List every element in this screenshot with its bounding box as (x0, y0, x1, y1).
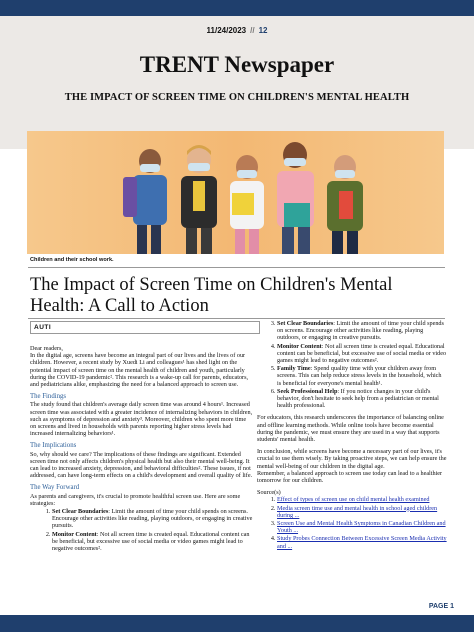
list-item (277, 535, 447, 549)
page-label: PAGE 1 (428, 603, 454, 610)
implications-paragraph: So, why should we care? The implications of these findings are significant. Extended screen time not only affects children's physical health but also their mental well-being. It can lead to increased anxiety, depression, and behavioral difficulties². These issues, if not addressed, can have long-term effects on a child's development and overall quality of life. (30, 450, 253, 480)
strategy-list-left (30, 508, 253, 552)
implications-heading: The Implications (30, 442, 77, 450)
list-item (52, 508, 253, 530)
source-link[interactable]: Effect of types of screen use on child mental health examined (277, 496, 430, 504)
photo-caption: Children and their school work. (30, 257, 114, 263)
strategy-text: : Limit the amount of time your child spends on screens. Encourage other activities like reading, playing outdoors, or engaging in creative pursuits. (277, 320, 444, 342)
main-headline: THE IMPACT OF SCREEN TIME ON CHILDREN'S MENTAL HEALTH (64, 92, 410, 103)
way-forward-intro: As parents and caregivers, it's crucial to promote healthful screen use. Here are some strategies: (30, 492, 241, 507)
header-band (0, 16, 474, 149)
way-forward-heading: The Way Forward (30, 484, 80, 492)
divider-title (28, 318, 445, 319)
source-link[interactable]: Screen Use and Mental Health Symptoms in Canadian Children and Youth ... (277, 520, 446, 535)
strategy-title: Set Clear Boundaries (52, 508, 109, 516)
strategy-list-right (257, 320, 447, 409)
list-item (277, 505, 447, 519)
conclusion-summary: In conclusion, while screens have become a necessary part of our lives, it's crucial to use them wisely. By taking proactive steps, we can help ensure the mental well-being of our children in the digital age. (257, 448, 447, 470)
issue-date: 11/24/2023 (206, 26, 247, 35)
conclusion-remember: Remember, a balanced approach to screen use today can lead to a healthier tomorrow for our children. (257, 469, 443, 485)
list-item (277, 520, 447, 534)
greeting: Dear readers, (30, 345, 63, 352)
strategy-title: Seek Professional Help (277, 387, 338, 395)
left-column (30, 345, 253, 553)
sources-list (257, 496, 447, 549)
conclusion-educators: For educators, this research underscores the importance of balancing online and offline learning methods. While online tools have become essential during the pandemic, we must ensure they are used in a way that supports students' mental health. (257, 414, 444, 444)
strategy-text: : Not all screen time is created equal. Educational content can be beneficial, but excessive use of social media or video games might lead to negative outcomes². (277, 342, 447, 365)
strategy-text: : Limit the amount of time your child spends on screens. Encourage other activities like reading, playing outdoors, or engaging in creative pursuits. (52, 508, 253, 530)
divider-top (28, 267, 445, 268)
children-photo-illustration (27, 131, 444, 254)
bottom-banner (0, 615, 474, 632)
right-column (257, 320, 447, 551)
masthead: TRENT Newspaper (139, 52, 335, 77)
dateline-separator: // (250, 26, 255, 35)
list-item (52, 531, 253, 553)
list-item (277, 343, 447, 365)
dateline (0, 26, 474, 35)
strategy-title: Monitor Content (277, 342, 322, 350)
list-item (277, 365, 447, 387)
intro-paragraph: In the digital age, screens have become an integral part of our lives and the lives of our children. However, a recent study by Xuedi Li and colleagues¹ has shed light on the potential impact of screen time on the mental health of children and youth, particularly during the COVID-19 pandemic². This research is a wake-up call for parents, educators, and pediatricians alike, emphasizing the need for a balanced approach to screen use. (30, 352, 249, 389)
strategy-text: : Spend quality time with your children away from screens. This can help reduce stress levels in the household, which is beneficial for everyone's mental health¹. (277, 365, 442, 387)
children-photo (27, 131, 444, 254)
strategy-title: Family Time (277, 365, 311, 373)
findings-heading: The Findings (30, 393, 67, 401)
strategy-title: Set Clear Boundaries (277, 320, 334, 327)
author-field: AUTI (30, 321, 260, 334)
source-link[interactable]: Study Probes Connection Between Excessive Screen Media Activity and ... (277, 535, 447, 550)
article-title: The Impact of Screen Time on Children's Mental Health: A Call to Action (30, 275, 393, 316)
list-item (277, 496, 447, 503)
list-item (277, 320, 447, 342)
issue-page-number: 12 (258, 26, 268, 35)
strategy-text: : If you notice changes in your child's behavior, don't hesitate to seek help from a pediatrician or mental health professional. (277, 387, 439, 410)
list-item (277, 388, 447, 410)
sources-heading: Source(s) (257, 489, 281, 497)
strategy-title: Monitor Content (52, 530, 97, 538)
findings-paragraph: The study found that children's average daily screen time was around 4 hours¹. Increased screen time was associated with a greater incidence of internalizing behaviors in children, such as symptoms of depression and anxiety³. Moreover, children who spent more time on screens and lived in households with parents reporting higher stress levels had increased internalizing behaviors¹. (30, 401, 253, 438)
source-link[interactable]: Media screen time use and mental health in school aged children during ... (277, 504, 438, 519)
top-banner (0, 0, 474, 16)
strategy-text: : Not all screen time is created equal. Educational content can be beneficial, but excessive use of social media or video games might lead to negative outcomes². (52, 530, 250, 553)
